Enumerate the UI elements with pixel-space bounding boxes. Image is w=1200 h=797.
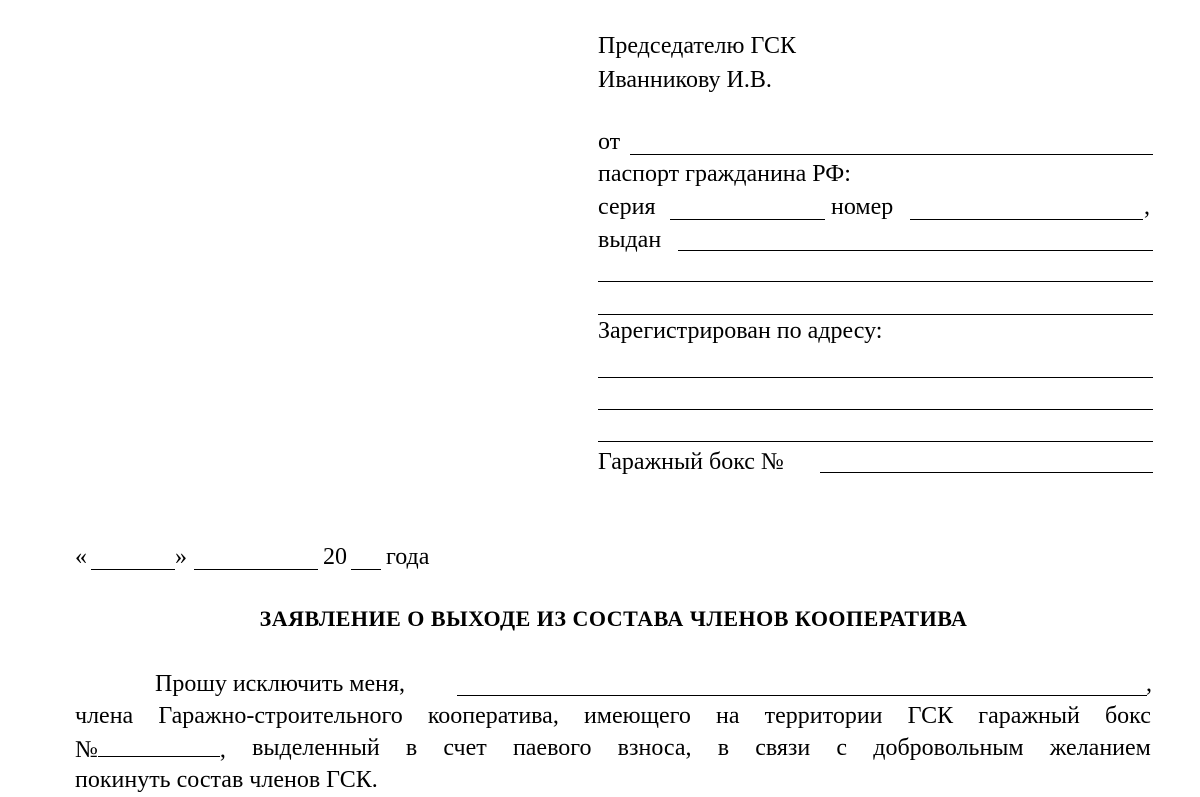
body-word: в — [405, 735, 418, 761]
issued-blank-2[interactable] — [598, 281, 1153, 282]
date-year-suffix: года — [386, 544, 430, 570]
addressee-line-2: Иванникову И.В. — [598, 67, 772, 93]
body-word: с — [836, 735, 848, 761]
date-close-quote: » — [175, 544, 187, 570]
date-day-blank[interactable] — [91, 569, 175, 570]
date-year-prefix: 20 — [323, 544, 347, 570]
body-word: желанием — [1049, 735, 1151, 761]
number-blank[interactable] — [910, 219, 1143, 220]
registered-label: Зарегистрирован по адресу: — [598, 318, 883, 344]
body-line-1-end: , — [1146, 671, 1152, 697]
address-blank-1[interactable] — [598, 377, 1153, 378]
address-blank-3[interactable] — [598, 441, 1153, 442]
from-blank[interactable] — [630, 154, 1153, 155]
issued-label: выдан — [598, 227, 662, 253]
series-label: серия — [598, 194, 656, 220]
body-word: ГСК — [907, 703, 954, 729]
number-label: номер — [831, 194, 894, 220]
body-word: связи — [755, 735, 811, 761]
box-number-blank[interactable] — [98, 734, 220, 757]
garage-blank[interactable] — [820, 472, 1153, 473]
passport-label: паспорт гражданина РФ: — [598, 161, 851, 187]
garage-label: Гаражный бокс № — [598, 449, 784, 475]
address-blank-2[interactable] — [598, 409, 1153, 410]
date-month-blank[interactable] — [194, 569, 318, 570]
body-word: на — [716, 703, 740, 729]
body-word: бокс — [1104, 703, 1151, 729]
body-word: кооператива, — [427, 703, 559, 729]
body-line-3 — [75, 734, 1151, 764]
body-word: члена — [75, 703, 134, 729]
body-line-2 — [75, 702, 1151, 730]
series-blank[interactable] — [670, 219, 825, 220]
document-title: ЗАЯВЛЕНИЕ О ВЫХОДЕ ИЗ СОСТАВА ЧЛЕНОВ КООПЕРАТИВА — [259, 606, 968, 631]
issued-blank-1[interactable] — [678, 250, 1153, 251]
body-line-1-start: Прошу исключить меня, — [155, 671, 406, 697]
box-number-sign: № — [75, 737, 98, 763]
number-comma: , — [1144, 194, 1150, 220]
body-word: счет — [443, 735, 487, 761]
body-word: , — [219, 737, 226, 763]
addressee-line-1: Председателю ГСК — [598, 33, 797, 59]
body-word: гаражный — [978, 703, 1080, 729]
body-word: Гаражно-строительного — [158, 703, 403, 729]
body-line-4: покинуть состав членов ГСК. — [75, 767, 378, 793]
body-word: взноса, — [617, 735, 692, 761]
body-word: паевого — [512, 735, 592, 761]
body-word: выделенный — [252, 735, 380, 761]
name-blank[interactable] — [457, 695, 1147, 696]
body-word: имеющего — [583, 703, 691, 729]
body-word: территории — [764, 703, 883, 729]
from-label: от — [598, 129, 621, 155]
date-open-quote: « — [75, 544, 87, 570]
body-word-with-blank — [75, 734, 226, 764]
date-year-blank[interactable] — [351, 569, 381, 570]
body-word: в — [717, 735, 730, 761]
body-word: добровольным — [873, 735, 1024, 761]
issued-blank-3[interactable] — [598, 314, 1153, 315]
